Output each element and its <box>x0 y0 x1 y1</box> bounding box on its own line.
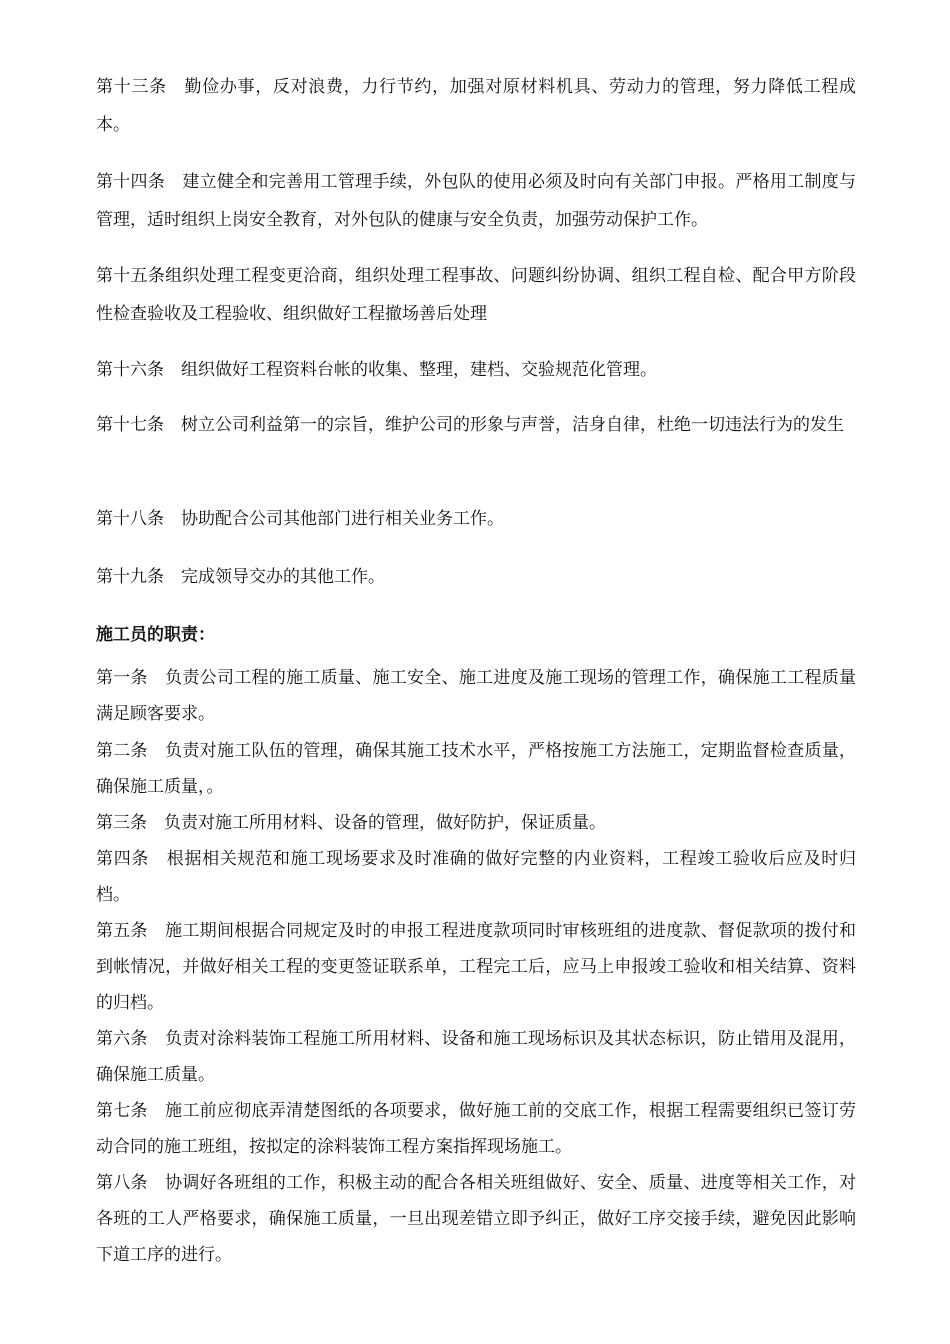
article-16: 第十六条 组织做好工程资料台帐的收集、整理，建档、交验规范化管理。 <box>96 360 657 380</box>
article-13: 第十三条 勤俭办事，反对浪费，力行节约，加强对原材料机具、劳动力的管理，努力降低工程成本。 <box>96 77 856 135</box>
duty-article-2: 第二条 负责对施工队伍的管理，确保其施工技术水平，严格按施工方法施工，定期监督检查质量，确保施工质量，。 <box>96 741 856 797</box>
duty-article-7: 第七条 施工前应彻底弄清楚图纸的各项要求，做好施工前的交底工作，根据工程需要组织已签订劳动合同的施工班组，按拟定的涂料装饰工程方案指挥现场施工。 <box>96 1101 856 1157</box>
section-heading: 施工员的职责： <box>96 625 215 645</box>
article-19: 第十九条 完成领导交办的其他工作。 <box>96 567 385 587</box>
article-18: 第十八条 协助配合公司其他部门进行相关业务工作。 <box>96 509 504 529</box>
duty-article-8: 第八条 协调好各班组的工作，积极主动的配合各相关班组做好、安全、质量、进度等相关工作，对各班的工人严格要求，确保施工质量，一旦出现差错立即予纠正，做好工序交接手续，避免因此影响下道工序的进行。 <box>96 1173 856 1265</box>
article-14: 第十四条 建立健全和完善用工管理手续，外包队的使用必须及时向有关部门申报。严格用工制度与管理，适时组织上岗安全教育，对外包队的健康与安全负责，加强劳动保护工作。 <box>96 172 856 230</box>
duty-article-6: 第六条 负责对涂料装饰工程施工所用材料、设备和施工现场标识及其状态标识，防止错用及混用，确保施工质量。 <box>96 1029 856 1085</box>
article-17: 第十七条 树立公司利益第一的宗旨，维护公司的形象与声誉，洁身自律，杜绝一切违法行为的发生 <box>96 415 844 435</box>
duty-article-5: 第五条 施工期间根据合同规定及时的申报工程进度款项同时审核班组的进度款、督促款项的拨付和到帐情况，并做好相关工程的变更签证联系单，工程完工后，应马上申报竣工验收和相关结算、资料的归档。 <box>96 921 856 1013</box>
duty-article-1: 第一条 负责公司工程的施工质量、施工安全、施工进度及施工现场的管理工作，确保施工工程质量满足顾客要求。 <box>96 668 856 724</box>
article-15: 第十五条组织处理工程变更洽商，组织处理工程事故、问题纠纷协调、组织工程自检、配合甲方阶段性检查验收及工程验收、组织做好工程撤场善后处理 <box>96 266 856 324</box>
duty-article-3: 第三条 负责对施工所用材料、设备的管理，做好防护，保证质量。 <box>96 813 606 833</box>
duty-article-4: 第四条 根据相关规范和施工现场要求及时准确的做好完整的内业资料，工程竣工验收后应及时归档。 <box>96 849 856 905</box>
